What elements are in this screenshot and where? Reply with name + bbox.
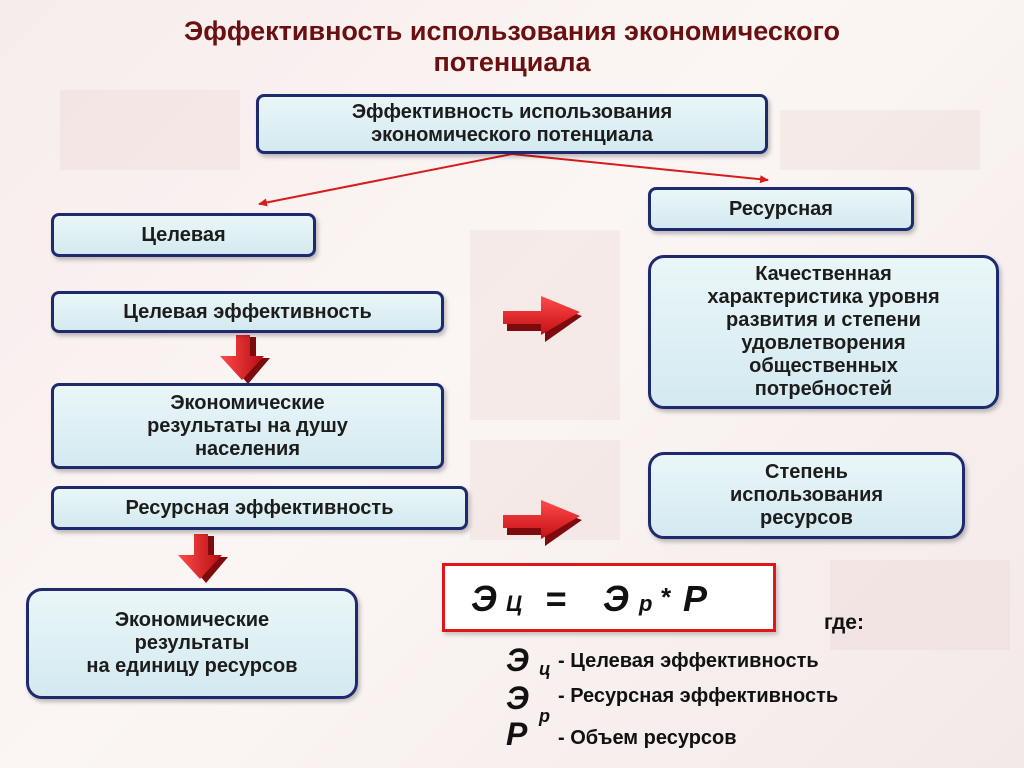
- box-target-efficiency: Целевая эффективность: [51, 291, 444, 333]
- legend-symbol: Р: [506, 716, 528, 752]
- box-resource: Ресурсная: [648, 187, 914, 231]
- box-usage-degree: Степень использования ресурсов: [648, 452, 965, 539]
- legend-symbol: Э: [506, 680, 529, 716]
- legend-symbol: Э: [506, 642, 529, 678]
- connector-to-resource: [512, 154, 768, 180]
- box-quality: Качественная характеристика уровня развития и степени удовлетворения общественных потребностей: [648, 255, 999, 409]
- legend-where: где:: [824, 611, 864, 634]
- legend-text: - Целевая эффективность: [558, 650, 819, 672]
- page-title: Эффективность использования экономического потенциала: [184, 16, 840, 77]
- formula-symbol-r: Р: [683, 578, 708, 619]
- formula-symbol-e: Э: [603, 578, 629, 619]
- box-target: Целевая: [51, 213, 316, 257]
- box-top-efficiency: Эффективность использования экономического потенциала: [256, 94, 768, 154]
- legend-subscript: ц: [539, 659, 551, 679]
- formula-subscript: р: [639, 591, 653, 616]
- box-econ-per-capita: Экономические результаты на душу населения: [51, 383, 444, 469]
- arrow-right-3d-icon: [503, 500, 582, 546]
- formula-symbol-e: Э: [471, 578, 497, 619]
- arrow-right-3d-icon: [503, 296, 582, 342]
- legend-text: - Объем ресурсов: [558, 727, 737, 749]
- formula-box: [442, 563, 776, 632]
- formula-subscript: Ц: [506, 591, 523, 616]
- formula-equals: =: [545, 578, 567, 619]
- legend-text: - Ресурсная эффективность: [558, 685, 839, 707]
- connector-to-target: [259, 154, 512, 204]
- legend-subscript: р: [539, 706, 550, 726]
- formula-multiply: *: [660, 582, 671, 612]
- box-econ-per-unit: Экономические результаты на единицу ресурсов: [26, 588, 358, 699]
- arrow-down-3d-icon: [220, 335, 270, 384]
- arrow-down-3d-icon: [178, 534, 228, 583]
- box-resource-efficiency: Ресурсная эффективность: [51, 486, 468, 530]
